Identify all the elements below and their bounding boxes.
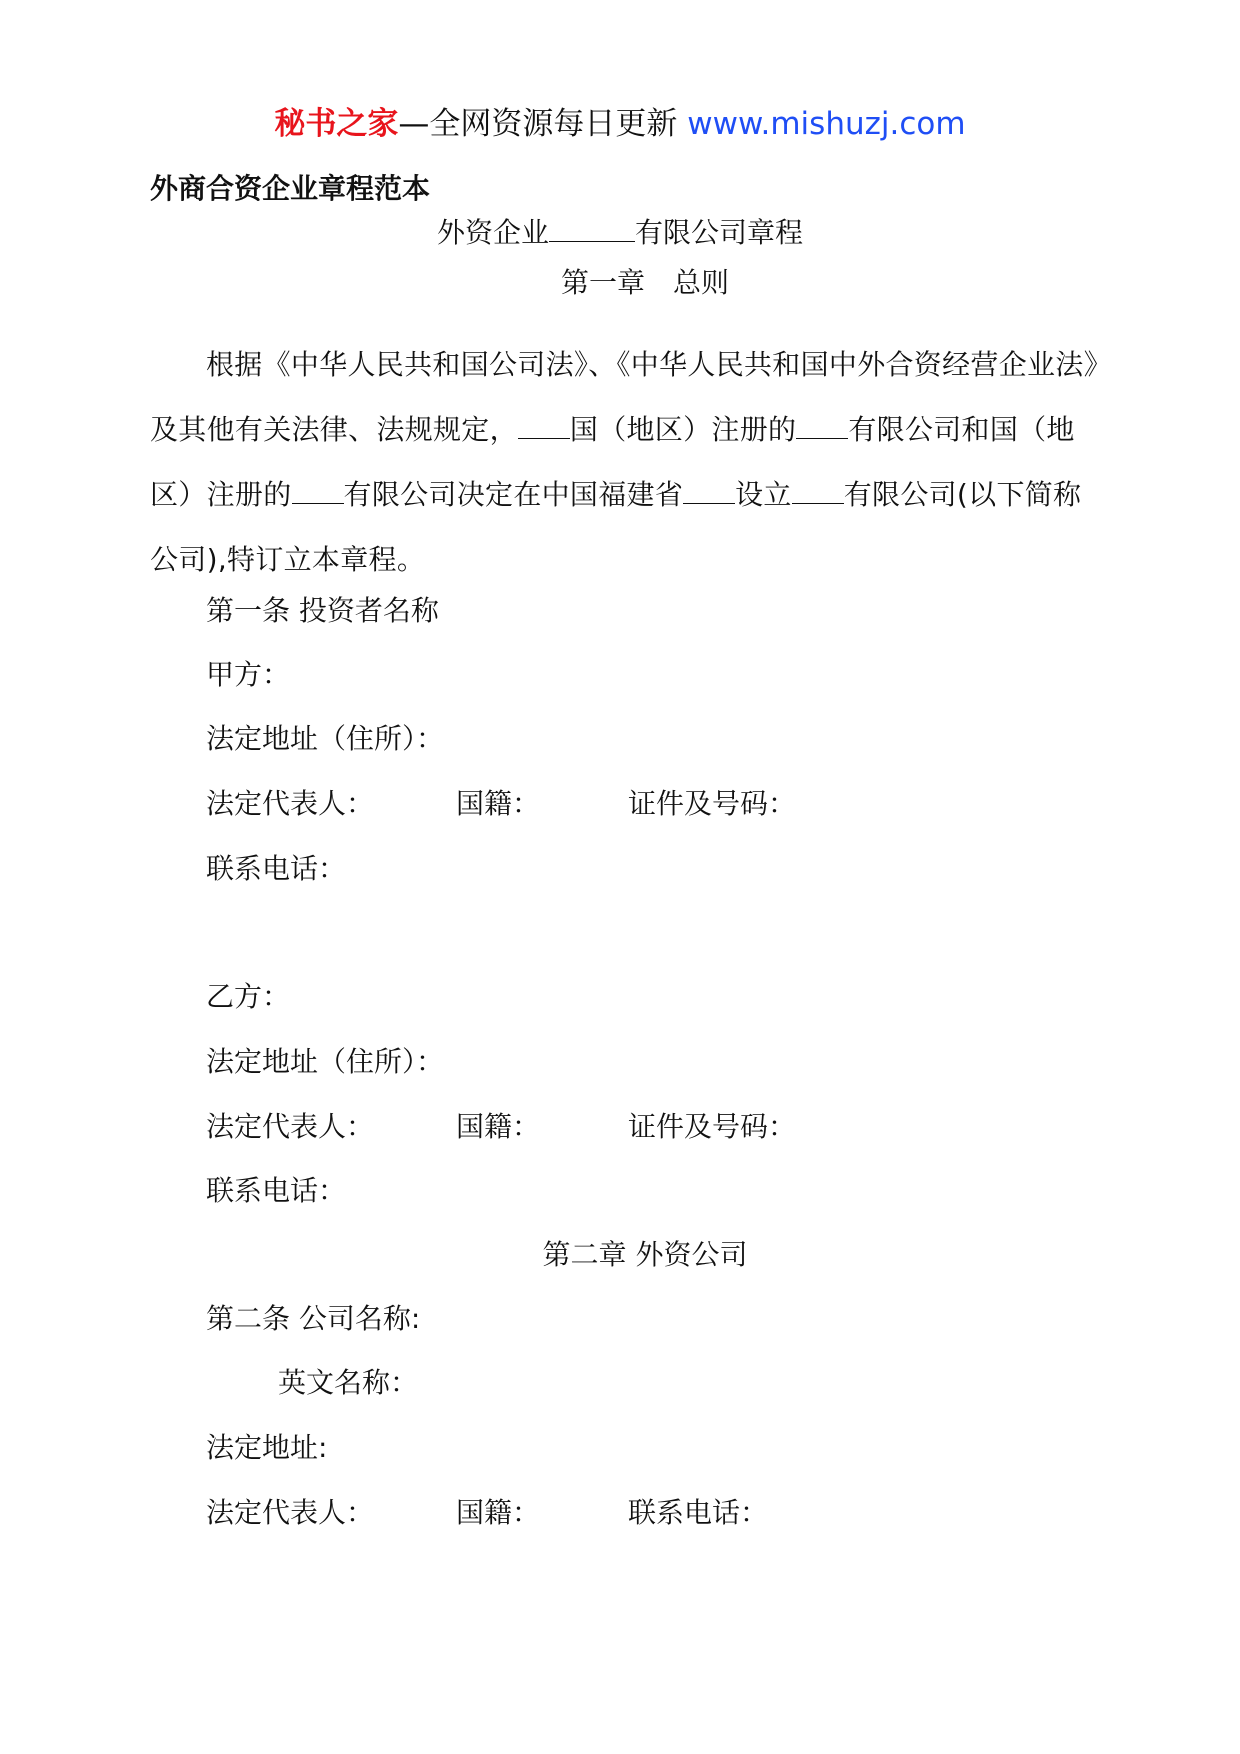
header-tagline: —全网资源每日更新 [398,106,688,142]
blank-city [683,479,735,504]
article-1-heading: 第一条 投资者名称 [206,594,439,627]
company-name-blank [549,217,635,242]
charter-title-suffix: 有限公司章程 [635,216,804,249]
company-rep-label: 法定代表人： [206,1496,375,1529]
party-a-address-label: 法定地址（住所）： [206,722,445,755]
page-header [0,104,1240,144]
party-b-rep-label: 法定代表人： [206,1110,375,1143]
charter-title [0,216,1240,250]
party-a-nationality-label: 国籍： [456,787,541,820]
party-a-rep-label: 法定代表人： [206,787,375,820]
blank-country-1 [518,414,570,439]
company-phone-label: 联系电话： [628,1496,769,1529]
company-address-label: 法定地址: [206,1431,328,1464]
article-2-heading: 第二条 公司名称: [206,1302,421,1335]
blank-company-2 [292,479,344,504]
party-b-address-label: 法定地址（住所）： [206,1045,445,1078]
charter-title-prefix: 外资企业 [436,216,549,249]
intro-text-3: 有限公司和国（地区）注册的 [150,413,1075,511]
party-b-label: 乙方： [206,980,291,1013]
party-b-nationality-label: 国籍： [456,1110,541,1143]
intro-paragraph [150,332,1100,592]
intro-text-6: 有限公司(以下简称公司),特订立本章程。 [150,478,1082,576]
company-english-name-label: 英文名称： [278,1366,419,1399]
party-a-phone-label: 联系电话： [206,852,347,885]
intro-text-4: 有限公司决定在中国福建省 [343,478,684,511]
intro-text-1: 根据《中华人民共和国公司法》、《中华人民共和国中外合资经营企业法》及其他有关法律、法规规定， [150,348,1098,446]
company-nationality-label: 国籍： [456,1496,541,1529]
intro-text-2: 国（地区）注册的 [569,413,797,446]
intro-text-5: 设立 [735,478,792,511]
chapter-2-heading: 第二章 外资公司 [542,1238,748,1271]
party-b-phone-label: 联系电话： [206,1174,347,1207]
brand-name: 秘书之家 [274,106,399,142]
party-b-id-label: 证件及号码： [628,1110,797,1143]
party-a-id-label: 证件及号码： [628,787,797,820]
document-title: 外商合资企业章程范本 [150,172,431,205]
blank-company-1 [796,414,848,439]
website-link[interactable]: www.mishuzj.com [687,106,966,142]
blank-company-3 [792,479,844,504]
party-a-label: 甲方： [206,658,291,691]
chapter-1-heading: 第一章 总则 [560,266,729,299]
